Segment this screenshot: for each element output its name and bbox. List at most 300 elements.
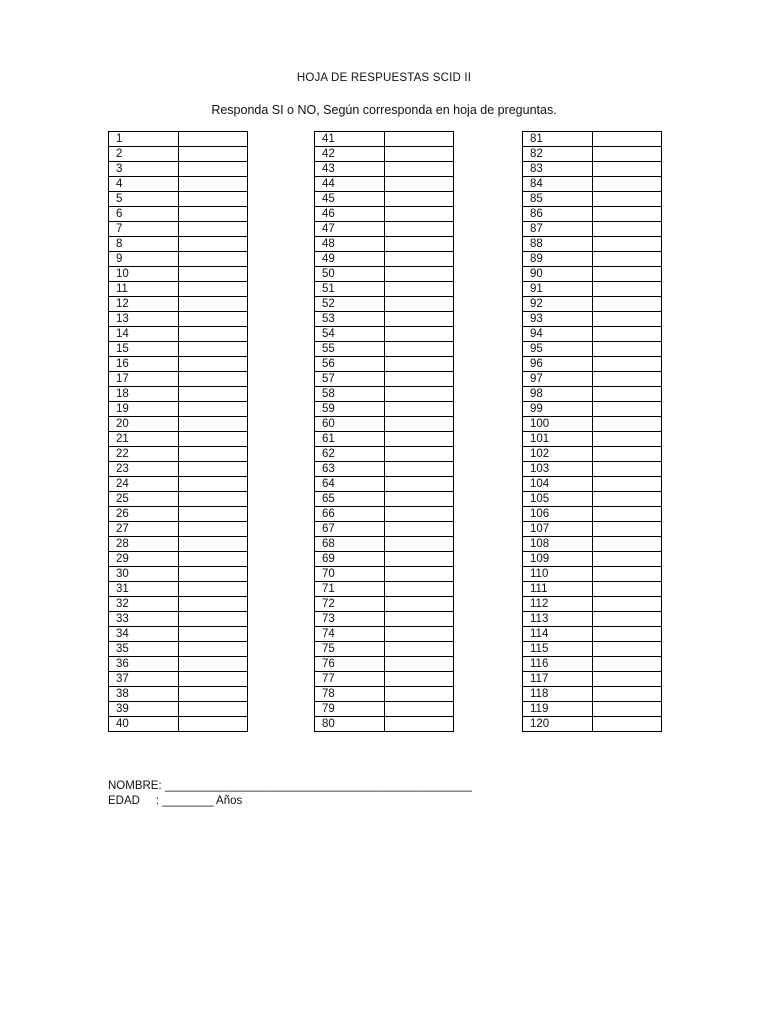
question-number: 81 [523, 132, 593, 147]
question-number: 66 [315, 507, 385, 522]
table-row [315, 132, 454, 147]
table-row [523, 222, 662, 237]
question-number: 30 [109, 567, 179, 582]
table-row [109, 357, 248, 372]
answer-cell[interactable] [179, 267, 248, 282]
table-row [109, 702, 248, 717]
question-number: 61 [315, 432, 385, 447]
question-number: 10 [109, 267, 179, 282]
answer-cell[interactable] [179, 702, 248, 717]
question-number: 11 [109, 282, 179, 297]
table-row [315, 267, 454, 282]
answer-cell[interactable] [179, 672, 248, 687]
question-number: 80 [315, 717, 385, 732]
question-number: 96 [523, 357, 593, 372]
table-row [109, 162, 248, 177]
question-number: 103 [523, 462, 593, 477]
table-row [315, 642, 454, 657]
question-number: 16 [109, 357, 179, 372]
answer-cell[interactable] [179, 507, 248, 522]
table-row [109, 372, 248, 387]
answer-cell[interactable] [179, 642, 248, 657]
question-number: 69 [315, 552, 385, 567]
answer-cell[interactable] [385, 627, 454, 642]
answer-cell[interactable] [179, 597, 248, 612]
answer-cell[interactable] [593, 207, 662, 222]
table-row [109, 132, 248, 147]
table-row [109, 387, 248, 402]
table-row [315, 612, 454, 627]
question-number: 65 [315, 492, 385, 507]
answer-cell[interactable] [593, 357, 662, 372]
answer-cell[interactable] [593, 342, 662, 357]
question-number: 100 [523, 417, 593, 432]
answer-cell[interactable] [593, 687, 662, 702]
answer-cell[interactable] [385, 462, 454, 477]
question-number: 119 [523, 702, 593, 717]
answer-cell[interactable] [593, 522, 662, 537]
table-row [523, 717, 662, 732]
question-number: 90 [523, 267, 593, 282]
table-row [523, 342, 662, 357]
answer-cell[interactable] [179, 537, 248, 552]
answer-cell[interactable] [385, 597, 454, 612]
answer-cell[interactable] [179, 327, 248, 342]
answer-cell[interactable] [593, 537, 662, 552]
answer-cell[interactable] [593, 252, 662, 267]
question-number: 73 [315, 612, 385, 627]
question-number: 76 [315, 657, 385, 672]
answer-cell[interactable] [179, 357, 248, 372]
table-row [523, 372, 662, 387]
answer-cell[interactable] [385, 702, 454, 717]
table-row [315, 447, 454, 462]
table-row [109, 612, 248, 627]
answer-cell[interactable] [385, 582, 454, 597]
question-number: 114 [523, 627, 593, 642]
answer-table-1 [108, 131, 248, 732]
answer-cell[interactable] [385, 147, 454, 162]
question-number: 83 [523, 162, 593, 177]
question-number: 105 [523, 492, 593, 507]
table-row [315, 207, 454, 222]
answer-cell[interactable] [179, 297, 248, 312]
answer-cell[interactable] [593, 717, 662, 732]
answer-cell[interactable] [179, 132, 248, 147]
table-row [109, 237, 248, 252]
table-row [523, 522, 662, 537]
table-row [523, 507, 662, 522]
question-number: 79 [315, 702, 385, 717]
answer-cell[interactable] [385, 507, 454, 522]
answer-cell[interactable] [593, 222, 662, 237]
question-number: 63 [315, 462, 385, 477]
question-number: 77 [315, 672, 385, 687]
answer-cell[interactable] [179, 477, 248, 492]
table-row [523, 672, 662, 687]
answer-cell[interactable] [179, 282, 248, 297]
answer-cell[interactable] [593, 462, 662, 477]
answer-cell[interactable] [593, 657, 662, 672]
answer-cell[interactable] [179, 372, 248, 387]
answer-cell[interactable] [593, 177, 662, 192]
table-row [315, 342, 454, 357]
table-row [109, 672, 248, 687]
table-row [523, 612, 662, 627]
answer-cell[interactable] [593, 147, 662, 162]
table-row [109, 282, 248, 297]
question-number: 3 [109, 162, 179, 177]
question-number: 24 [109, 477, 179, 492]
answer-cell[interactable] [179, 687, 248, 702]
table-row [315, 567, 454, 582]
answer-cell[interactable] [179, 432, 248, 447]
table-row [315, 162, 454, 177]
table-row [523, 582, 662, 597]
question-number: 71 [315, 582, 385, 597]
question-number: 20 [109, 417, 179, 432]
table-row [523, 207, 662, 222]
question-number: 93 [523, 312, 593, 327]
question-number: 47 [315, 222, 385, 237]
table-row [315, 417, 454, 432]
question-number: 43 [315, 162, 385, 177]
answer-cell[interactable] [385, 432, 454, 447]
table-row [109, 552, 248, 567]
answer-cell[interactable] [593, 552, 662, 567]
answer-cell[interactable] [385, 327, 454, 342]
table-row [523, 357, 662, 372]
question-number: 23 [109, 462, 179, 477]
question-number: 19 [109, 402, 179, 417]
question-number: 9 [109, 252, 179, 267]
table-row [523, 702, 662, 717]
table-row [109, 657, 248, 672]
question-number: 27 [109, 522, 179, 537]
answer-cell[interactable] [179, 717, 248, 732]
table-row [315, 327, 454, 342]
question-number: 98 [523, 387, 593, 402]
table-row [315, 312, 454, 327]
table-row [315, 192, 454, 207]
table-row [109, 522, 248, 537]
table-row [523, 252, 662, 267]
table-row [109, 642, 248, 657]
answer-cell[interactable] [385, 222, 454, 237]
instructions: Responda SI o NO, Según corresponda en hoja de preguntas. [211, 103, 557, 117]
question-number: 18 [109, 387, 179, 402]
table-row [315, 297, 454, 312]
question-number: 64 [315, 477, 385, 492]
answer-cell[interactable] [179, 522, 248, 537]
answer-cell[interactable] [179, 582, 248, 597]
answer-cell[interactable] [593, 702, 662, 717]
question-number: 62 [315, 447, 385, 462]
question-number: 12 [109, 297, 179, 312]
answer-cell[interactable] [385, 552, 454, 567]
table-row [315, 627, 454, 642]
question-number: 106 [523, 507, 593, 522]
answer-cell[interactable] [179, 162, 248, 177]
question-number: 99 [523, 402, 593, 417]
answer-cell[interactable] [593, 672, 662, 687]
table-row [315, 237, 454, 252]
question-number: 91 [523, 282, 593, 297]
table-row [523, 627, 662, 642]
answer-cell[interactable] [593, 267, 662, 282]
answer-cell[interactable] [385, 537, 454, 552]
table-row [109, 342, 248, 357]
answer-cell[interactable] [593, 297, 662, 312]
answer-cell[interactable] [593, 387, 662, 402]
table-row [315, 372, 454, 387]
table-row [315, 252, 454, 267]
table-row [109, 627, 248, 642]
answer-cell[interactable] [593, 582, 662, 597]
answer-cell[interactable] [593, 162, 662, 177]
question-number: 110 [523, 567, 593, 582]
answer-cell[interactable] [179, 492, 248, 507]
answer-cell[interactable] [385, 282, 454, 297]
question-number: 82 [523, 147, 593, 162]
answer-cell[interactable] [385, 477, 454, 492]
table-row [523, 687, 662, 702]
table-row [109, 402, 248, 417]
answer-cell[interactable] [593, 327, 662, 342]
answer-cell[interactable] [593, 282, 662, 297]
answer-cell[interactable] [385, 372, 454, 387]
question-number: 49 [315, 252, 385, 267]
table-row [109, 507, 248, 522]
table-row [523, 297, 662, 312]
answer-table-2 [314, 131, 454, 732]
answer-cell[interactable] [179, 342, 248, 357]
question-number: 89 [523, 252, 593, 267]
question-number: 37 [109, 672, 179, 687]
answer-cell[interactable] [593, 402, 662, 417]
table-row [523, 567, 662, 582]
answer-cell[interactable] [385, 297, 454, 312]
answer-cell[interactable] [593, 237, 662, 252]
table-row [523, 312, 662, 327]
question-number: 58 [315, 387, 385, 402]
question-number: 59 [315, 402, 385, 417]
table-row [315, 657, 454, 672]
question-number: 2 [109, 147, 179, 162]
table-row [109, 432, 248, 447]
answer-cell[interactable] [385, 192, 454, 207]
table-row [109, 717, 248, 732]
table-row [523, 657, 662, 672]
answer-cell[interactable] [593, 432, 662, 447]
table-row [523, 162, 662, 177]
question-number: 84 [523, 177, 593, 192]
table-row [109, 537, 248, 552]
question-number: 42 [315, 147, 385, 162]
table-row [523, 147, 662, 162]
answer-cell[interactable] [179, 462, 248, 477]
answer-cell[interactable] [385, 657, 454, 672]
answer-cell[interactable] [385, 447, 454, 462]
answer-cell[interactable] [593, 492, 662, 507]
question-number: 67 [315, 522, 385, 537]
question-number: 4 [109, 177, 179, 192]
question-number: 101 [523, 432, 593, 447]
question-number: 13 [109, 312, 179, 327]
answer-cell[interactable] [385, 177, 454, 192]
table-row [109, 492, 248, 507]
answer-cell[interactable] [385, 402, 454, 417]
answer-cell[interactable] [385, 357, 454, 372]
table-row [315, 537, 454, 552]
answer-cell[interactable] [179, 552, 248, 567]
page-title: HOJA DE RESPUESTAS SCID II [296, 72, 472, 84]
question-number: 112 [523, 597, 593, 612]
answer-cell[interactable] [385, 522, 454, 537]
answer-cell[interactable] [385, 207, 454, 222]
question-number: 50 [315, 267, 385, 282]
question-number: 56 [315, 357, 385, 372]
question-number: 26 [109, 507, 179, 522]
table-row [523, 462, 662, 477]
table-row [523, 327, 662, 342]
answer-cell[interactable] [593, 447, 662, 462]
question-number: 21 [109, 432, 179, 447]
answer-cell[interactable] [593, 597, 662, 612]
answer-cell[interactable] [385, 642, 454, 657]
answer-cell[interactable] [593, 567, 662, 582]
question-number: 7 [109, 222, 179, 237]
table-row [315, 702, 454, 717]
answer-cell[interactable] [179, 447, 248, 462]
question-number: 40 [109, 717, 179, 732]
answer-cell[interactable] [179, 387, 248, 402]
question-number: 111 [523, 582, 593, 597]
answer-cell[interactable] [179, 237, 248, 252]
answer-cell[interactable] [385, 492, 454, 507]
table-row [315, 432, 454, 447]
question-number: 46 [315, 207, 385, 222]
answer-cell[interactable] [593, 612, 662, 627]
table-row [109, 477, 248, 492]
answer-cell[interactable] [385, 612, 454, 627]
table-row [109, 267, 248, 282]
answer-cell[interactable] [593, 192, 662, 207]
table-row [315, 552, 454, 567]
table-row [523, 537, 662, 552]
question-number: 107 [523, 522, 593, 537]
answer-cell[interactable] [385, 267, 454, 282]
table-row [315, 477, 454, 492]
table-row [523, 192, 662, 207]
answer-cell[interactable] [179, 402, 248, 417]
table-row [109, 447, 248, 462]
answer-cell[interactable] [593, 132, 662, 147]
table-row [315, 672, 454, 687]
question-number: 53 [315, 312, 385, 327]
answer-cell[interactable] [385, 312, 454, 327]
age-line: EDAD : ________ Años [108, 795, 243, 807]
answer-cell[interactable] [385, 672, 454, 687]
answer-cell[interactable] [179, 207, 248, 222]
question-number: 94 [523, 327, 593, 342]
answer-cell[interactable] [385, 252, 454, 267]
table-row [315, 462, 454, 477]
answer-cell[interactable] [179, 192, 248, 207]
answer-cell[interactable] [179, 627, 248, 642]
table-row [109, 147, 248, 162]
question-number: 54 [315, 327, 385, 342]
answer-cell[interactable] [385, 237, 454, 252]
answer-cell[interactable] [593, 417, 662, 432]
question-number: 87 [523, 222, 593, 237]
answer-cell[interactable] [593, 372, 662, 387]
answer-cell[interactable] [385, 717, 454, 732]
table-row [523, 642, 662, 657]
answer-cell[interactable] [385, 342, 454, 357]
question-number: 41 [315, 132, 385, 147]
answer-cell[interactable] [179, 612, 248, 627]
table-row [315, 387, 454, 402]
question-number: 55 [315, 342, 385, 357]
answer-cell[interactable] [593, 627, 662, 642]
table-row [523, 267, 662, 282]
question-number: 120 [523, 717, 593, 732]
answer-cell[interactable] [179, 177, 248, 192]
question-number: 51 [315, 282, 385, 297]
answer-cell[interactable] [593, 477, 662, 492]
table-row [109, 567, 248, 582]
answer-cell[interactable] [179, 222, 248, 237]
table-row [523, 282, 662, 297]
table-row [315, 582, 454, 597]
question-number: 104 [523, 477, 593, 492]
answer-cell[interactable] [179, 312, 248, 327]
answer-cell[interactable] [593, 642, 662, 657]
table-row [109, 597, 248, 612]
question-number: 115 [523, 642, 593, 657]
table-row [315, 597, 454, 612]
answer-cell[interactable] [179, 417, 248, 432]
question-number: 109 [523, 552, 593, 567]
answer-cell[interactable] [385, 162, 454, 177]
question-number: 38 [109, 687, 179, 702]
question-number: 29 [109, 552, 179, 567]
table-row [523, 177, 662, 192]
answer-cell[interactable] [385, 387, 454, 402]
answer-cell[interactable] [385, 417, 454, 432]
question-number: 31 [109, 582, 179, 597]
answer-cell[interactable] [385, 687, 454, 702]
answer-cell[interactable] [593, 312, 662, 327]
answer-cell[interactable] [385, 567, 454, 582]
answer-cell[interactable] [179, 567, 248, 582]
answer-cell[interactable] [179, 252, 248, 267]
table-row [109, 192, 248, 207]
question-number: 8 [109, 237, 179, 252]
answer-cell[interactable] [179, 147, 248, 162]
answer-cell[interactable] [385, 132, 454, 147]
table-row [523, 432, 662, 447]
question-number: 117 [523, 672, 593, 687]
table-row [315, 522, 454, 537]
answer-cell[interactable] [179, 657, 248, 672]
table-row [315, 147, 454, 162]
table-row [315, 402, 454, 417]
answer-cell[interactable] [593, 507, 662, 522]
table-row [523, 387, 662, 402]
question-number: 116 [523, 657, 593, 672]
